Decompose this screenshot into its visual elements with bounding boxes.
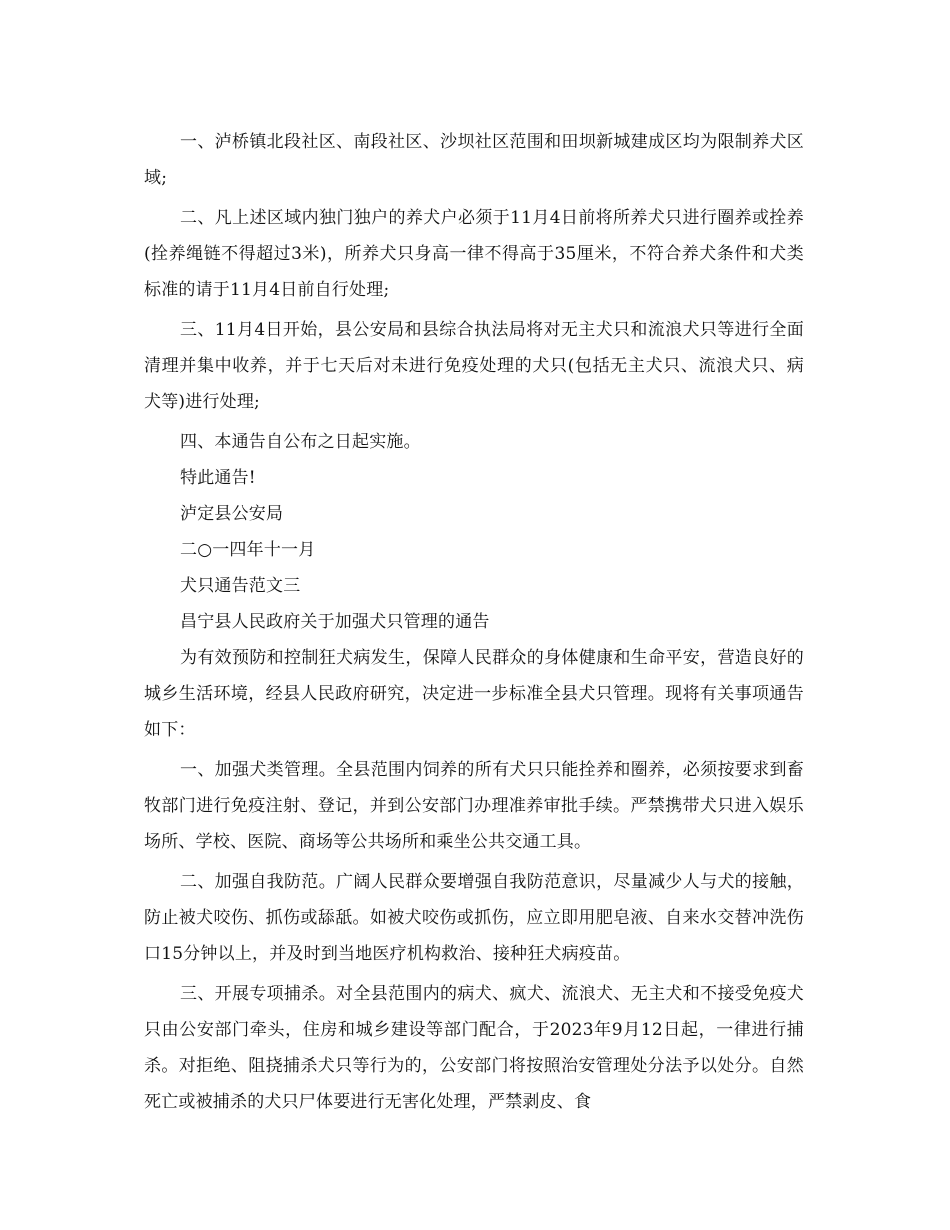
paragraph-confinement-rule: 二、凡上述区域内独门独户的养犬户必须于11月4日前将所养犬只进行圈养或拴养(拴养绳链不得超过3米)，所养犬只身高一律不得高于35厘米，不符合养犬条件和犬类标准的请于11月4日前自行处理; — [144, 208, 804, 300]
paragraph-special-culling: 三、开展专项捕杀。对全县范围内的病犬、疯犬、流浪犬、无主犬和不接受免疫犬只由公安部门牵头，住房和城乡建设等部门配合，于2023年9月12日起，一律进行捕杀。对拒绝、阻挠捕杀犬只等行为的，公安部门将按照治安管理处分法予以处分。自然死亡或被捕杀的犬只尸体要进行无害化处理，严禁剥皮、食 — [144, 984, 804, 1112]
section-heading: 犬只通告范文三 — [180, 576, 301, 596]
paragraph-notice-closing: 特此通告! — [180, 468, 256, 488]
paragraph-restricted-area: 一、泸桥镇北段社区、南段社区、沙坝社区范围和田坝新城建成区均为限制养犬区域; — [144, 132, 804, 188]
paragraph-issue-date: 二○一四年十一月 — [180, 540, 316, 560]
paragraph-issuer: 泸定县公安局 — [180, 504, 284, 524]
paragraph-effective-date: 四、本通告自公布之日起实施。 — [180, 432, 421, 452]
paragraph-introduction: 为有效预防和控制狂犬病发生，保障人民群众的身体健康和生命平安，营造良好的城乡生活环境，经县人民政府研究，决定进一步标准全县犬只管理。现将有关事项通告如下： — [144, 648, 804, 740]
document-body — [144, 124, 804, 1120]
paragraph-cleanup-action: 三、11月4日开始，县公安局和县综合执法局将对无主犬只和流浪犬只等进行全面清理并集中收养，并于七天后对未进行免疫处理的犬只(包括无主犬只、流浪犬只、病犬等)进行处理; — [144, 320, 804, 412]
paragraph-dog-management: 一、加强犬类管理。全县范围内饲养的所有犬只只能拴养和圈养，必须按要求到畜牧部门进行免疫注射、登记，并到公安部门办理准养审批手续。严禁携带犬只进入娱乐场所、学校、医院、商场等公共场所和乘坐公共交通工具。 — [144, 760, 804, 852]
paragraph-self-protection: 二、加强自我防范。广阔人民群众要增强自我防范意识，尽量减少人与犬的接触，防止被犬咬伤、抓伤或舔舐。如被犬咬伤或抓伤，应立即用肥皂液、自来水交替冲洗伤口15分钟以上，并及时到当地医疗机构救治、接种狂犬病疫苗。 — [144, 872, 804, 964]
notice-title: 昌宁县人民政府关于加强犬只管理的通告 — [180, 612, 490, 632]
